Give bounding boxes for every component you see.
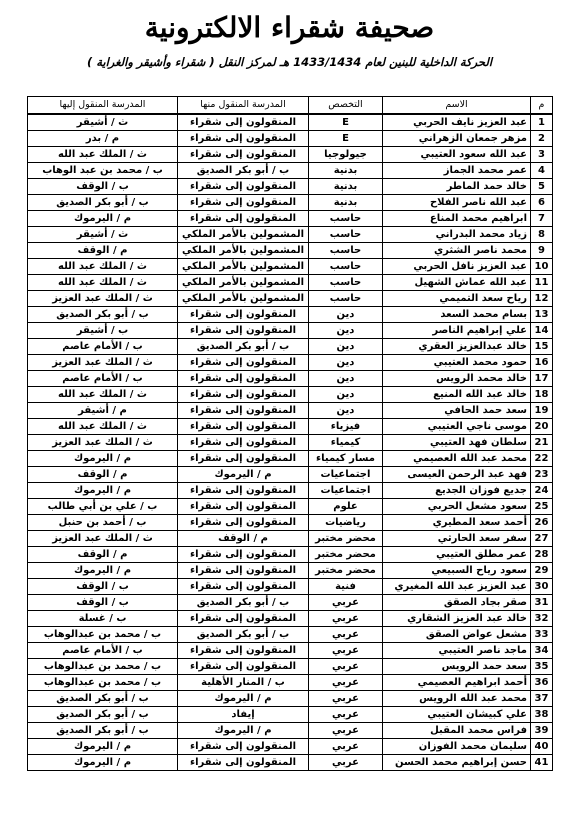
table-row [28,307,553,323]
to-school: ث / أشيقر [28,227,178,243]
from-school: المنقولون إلى شقراء [178,435,309,451]
specialty: بدنية [309,179,383,195]
from-school: المنقولون إلى شقراء [178,114,309,131]
to-school: ب / الأمام عاصم [28,643,178,659]
specialty: محضر مختبر [309,563,383,579]
employee-name: خالد عبد العزيز الشقاري [383,611,531,627]
row-number: 12 [531,291,553,307]
table-row [28,211,553,227]
employee-name: فراس محمد المقبل [383,723,531,739]
employee-name: صقر بجاد الصقق [383,595,531,611]
row-number: 17 [531,371,553,387]
header-name: الاسم [383,97,531,115]
specialty: دين [309,339,383,355]
table-row [28,499,553,515]
to-school: م / الوقف [28,547,178,563]
to-school: ب / محمد بن عبدالوهاب [28,659,178,675]
row-number: 7 [531,211,553,227]
specialty: حاسب [309,291,383,307]
specialty: محضر مختبر [309,531,383,547]
table-row [28,723,553,739]
from-school: م / الوقف [178,531,309,547]
table-row [28,275,553,291]
table-row [28,467,553,483]
table-row [28,675,553,691]
specialty: عربي [309,659,383,675]
from-school: المنقولون إلى شقراء [178,355,309,371]
to-school: ب / محمد بن عبدالوهاب [28,675,178,691]
table-row [28,179,553,195]
row-number: 25 [531,499,553,515]
row-number: 11 [531,275,553,291]
row-number: 32 [531,611,553,627]
row-number: 18 [531,387,553,403]
from-school: ب / المنار الأهلية [178,675,309,691]
employee-name: سفر سعد الحارثي [383,531,531,547]
row-number: 3 [531,147,553,163]
from-school: المنقولون إلى شقراء [178,755,309,771]
from-school: المشمولين بالأمر الملكي [178,227,309,243]
employee-name: سعد حمد الحافي [383,403,531,419]
table-row [28,691,553,707]
employee-name: بسام محمد السعد [383,307,531,323]
employee-name: علي إبراهيم الناصر [383,323,531,339]
specialty: دين [309,323,383,339]
table-row [28,611,553,627]
from-school: المنقولون إلى شقراء [178,323,309,339]
to-school: م / اليرموك [28,211,178,227]
row-number: 36 [531,675,553,691]
employee-name: موسى ناجي العتيبي [383,419,531,435]
to-school: م / اليرموك [28,563,178,579]
table-row [28,515,553,531]
header-to-school: المدرسة المنقول إليها [28,97,178,115]
to-school: م / اليرموك [28,755,178,771]
specialty: عربي [309,707,383,723]
row-number: 28 [531,547,553,563]
table-row [28,659,553,675]
specialty: عربي [309,723,383,739]
specialty: عربي [309,691,383,707]
row-number: 23 [531,467,553,483]
row-number: 16 [531,355,553,371]
to-school: ث / الملك عبد الله [28,259,178,275]
from-school: المشمولين بالأمر الملكي [178,243,309,259]
employee-name: رياح سعد التميمي [383,291,531,307]
to-school: ب / الأمام عاصم [28,339,178,355]
to-school: ب / أبو بكر الصديق [28,307,178,323]
row-number: 15 [531,339,553,355]
from-school: م / اليرموك [178,691,309,707]
specialty: دين [309,403,383,419]
to-school: ب / الوقف [28,179,178,195]
specialty: دين [309,371,383,387]
to-school: ث / الملك عبد العزيز [28,531,178,547]
to-school: ب / الأمام عاصم [28,371,178,387]
row-number: 30 [531,579,553,595]
table-row [28,435,553,451]
employee-name: عمر محمد الجماز [383,163,531,179]
from-school: المنقولون إلى شقراء [178,659,309,675]
employee-name: جديع فوزان الجديع [383,483,531,499]
specialty: E [309,131,383,147]
specialty: بدنية [309,163,383,179]
employee-name: أحمد ابراهيم العصيمي [383,675,531,691]
employee-name: محمد عبد الله العصيمي [383,451,531,467]
to-school: ث / الملك عبد العزيز [28,435,178,451]
employee-name: عبد العزيز عبد الله المغيري [383,579,531,595]
table-row [28,547,553,563]
to-school: ث / الملك عبد الله [28,275,178,291]
table-row [28,243,553,259]
from-school: المنقولون إلى شقراء [178,131,309,147]
row-number: 10 [531,259,553,275]
table-row [28,131,553,147]
row-number: 29 [531,563,553,579]
employee-name: مشعل عواض الصقق [383,627,531,643]
specialty: جيولوجيا [309,147,383,163]
table-row [28,371,553,387]
to-school: ب / الوقف [28,595,178,611]
to-school: ب / أبو بكر الصديق [28,691,178,707]
table-row [28,595,553,611]
specialty: حاسب [309,243,383,259]
specialty: حاسب [309,259,383,275]
specialty: حاسب [309,275,383,291]
row-number: 9 [531,243,553,259]
to-school: ب / أبو بكر الصديق [28,707,178,723]
specialty: عربي [309,643,383,659]
specialty: فنية [309,579,383,595]
row-number: 21 [531,435,553,451]
table-row [28,355,553,371]
row-number: 24 [531,483,553,499]
to-school: ب / أبو بكر الصديق [28,195,178,211]
from-school: ب / أبو بكر الصديق [178,627,309,643]
employee-name: ماجد ناصر العتيبي [383,643,531,659]
specialty: عربي [309,739,383,755]
to-school: ث / الملك عبد العزيز [28,355,178,371]
row-number: 31 [531,595,553,611]
specialty: عربي [309,675,383,691]
specialty: E [309,114,383,131]
specialty: دين [309,307,383,323]
to-school: م / اليرموك [28,483,178,499]
employee-name: زياد محمد البدراني [383,227,531,243]
table-row [28,579,553,595]
employee-name: عبد الله ناصر الفلاح [383,195,531,211]
to-school: ب / الوقف [28,579,178,595]
row-number: 35 [531,659,553,675]
table-row [28,643,553,659]
row-number: 19 [531,403,553,419]
to-school: ث / الملك عبد الله [28,419,178,435]
table-row [28,195,553,211]
row-number: 37 [531,691,553,707]
to-school: ب / أشيقر [28,323,178,339]
from-school: المنقولون إلى شقراء [178,515,309,531]
row-number: 2 [531,131,553,147]
from-school: إيفاد [178,707,309,723]
from-school: المنقولون إلى شقراء [178,643,309,659]
from-school: المنقولون إلى شقراء [178,451,309,467]
employee-name: خالد عبد الله المنيع [383,387,531,403]
table-row [28,451,553,467]
employee-name: عبد العزيز نافل الحربي [383,259,531,275]
transfers-table [27,96,553,771]
from-school: المنقولون إلى شقراء [178,147,309,163]
specialty: رياضيات [309,515,383,531]
employee-name: ابراهيم محمد المناع [383,211,531,227]
table-row [28,707,553,723]
row-number: 13 [531,307,553,323]
to-school: ب / محمد بن عبدالوهاب [28,627,178,643]
from-school: المنقولون إلى شقراء [178,179,309,195]
from-school: المشمولين بالأمر الملكي [178,259,309,275]
header-from-school: المدرسة المنقول منها [178,97,309,115]
employee-name: خالد حمد الماطر [383,179,531,195]
table-row [28,755,553,771]
to-school: م / الوقف [28,467,178,483]
from-school: ب / أبو بكر الصديق [178,163,309,179]
to-school: ب / أحمد بن حنبل [28,515,178,531]
header-number: م [531,97,553,115]
employee-name: سعد حمد الرويس [383,659,531,675]
table-row [28,403,553,419]
employee-name: عبد الله سعود العتيبي [383,147,531,163]
row-number: 33 [531,627,553,643]
to-school: م / اليرموك [28,739,178,755]
row-number: 4 [531,163,553,179]
header-specialty: التخصص [309,97,383,115]
row-number: 38 [531,707,553,723]
employee-name: سليمان محمد الفوزان [383,739,531,755]
employee-name: فهد عبد الرحمن العيسى [383,467,531,483]
specialty: كيمياء [309,435,383,451]
row-number: 6 [531,195,553,211]
employee-name: خالد محمد الرويس [383,371,531,387]
table-body [28,114,553,771]
document-subtitle: الحركة الداخلية للبنين لعام 1433/1434 هـ لمركز النقل ( شقراء وأشيقر والغراية ) [86,55,493,69]
table-row [28,259,553,275]
from-school: المنقولون إلى شقراء [178,211,309,227]
to-school: م / بدر [28,131,178,147]
from-school: م / اليرموك [178,723,309,739]
row-number: 20 [531,419,553,435]
employee-name: علي كبيشان العتيبي [383,707,531,723]
specialty: فيزياء [309,419,383,435]
from-school: المشمولين بالأمر الملكي [178,275,309,291]
specialty: اجتماعيات [309,467,383,483]
from-school: المنقولون إلى شقراء [178,739,309,755]
from-school: المنقولون إلى شقراء [178,307,309,323]
specialty: اجتماعيات [309,483,383,499]
row-number: 39 [531,723,553,739]
row-number: 1 [531,114,553,131]
employee-name: خالد عبدالعزيز العقري [383,339,531,355]
specialty: دين [309,355,383,371]
specialty: حاسب [309,227,383,243]
table-row [28,483,553,499]
from-school: المنقولون إلى شقراء [178,419,309,435]
row-number: 34 [531,643,553,659]
to-school: ث / الملك عبد الله [28,387,178,403]
employee-name: محمد عبد الله الرويس [383,691,531,707]
employee-name: سعود رياح السبيعي [383,563,531,579]
specialty: عربي [309,627,383,643]
table-row [28,227,553,243]
table-row [28,323,553,339]
specialty: دين [309,387,383,403]
specialty: عربي [309,755,383,771]
table-row [28,419,553,435]
row-number: 5 [531,179,553,195]
table-row [28,531,553,547]
specialty: عربي [309,611,383,627]
to-school: م / اليرموك [28,451,178,467]
to-school: ب / غسلة [28,611,178,627]
specialty: علوم [309,499,383,515]
row-number: 40 [531,739,553,755]
table-row [28,563,553,579]
row-number: 8 [531,227,553,243]
employee-name: مزهر جمعان الزهراني [383,131,531,147]
from-school: ب / أبو بكر الصديق [178,339,309,355]
table-row [28,291,553,307]
from-school: المنقولون إلى شقراء [178,547,309,563]
to-school: ث / الملك عبد الله [28,147,178,163]
employee-name: عبد العزيز نايف الحربي [383,114,531,131]
from-school: المنقولون إلى شقراء [178,499,309,515]
from-school: المنقولون إلى شقراء [178,483,309,499]
from-school: المنقولون إلى شقراء [178,195,309,211]
table-row [28,147,553,163]
row-number: 14 [531,323,553,339]
specialty: عربي [309,595,383,611]
table-row [28,387,553,403]
to-school: م / أشيقر [28,403,178,419]
table-row [28,739,553,755]
employee-name: أحمد سعد المطيري [383,515,531,531]
specialty: بدنية [309,195,383,211]
table-row [28,114,553,131]
employee-name: سعود مشعل الحربي [383,499,531,515]
to-school: ب / علي بن أبي طالب [28,499,178,515]
to-school: ب / محمد بن عبد الوهاب [28,163,178,179]
employee-name: سلطان فهد العتيبي [383,435,531,451]
from-school: المشمولين بالأمر الملكي [178,291,309,307]
table-header-row [28,97,553,115]
employee-name: عبد الله عماش الشهيل [383,275,531,291]
from-school: المنقولون إلى شقراء [178,403,309,419]
table-row [28,339,553,355]
employee-name: حسن إبراهيم محمد الحسن [383,755,531,771]
specialty: محضر مختبر [309,547,383,563]
to-school: ث / الملك عبد العزيز [28,291,178,307]
table-row [28,163,553,179]
row-number: 41 [531,755,553,771]
row-number: 27 [531,531,553,547]
row-number: 26 [531,515,553,531]
from-school: المنقولون إلى شقراء [178,387,309,403]
specialty: مسار كيمياء [309,451,383,467]
from-school: المنقولون إلى شقراء [178,371,309,387]
specialty: حاسب [309,211,383,227]
from-school: م / اليرموك [178,467,309,483]
from-school: المنقولون إلى شقراء [178,563,309,579]
employee-name: محمد ناصر الشثري [383,243,531,259]
newspaper-title: صحيفة شقراء الالكترونية [144,11,435,44]
from-school: المنقولون إلى شقراء [178,579,309,595]
to-school: ث / أشيقر [28,114,178,131]
to-school: م / الوقف [28,243,178,259]
from-school: ب / أبو بكر الصديق [178,595,309,611]
to-school: ب / أبو بكر الصديق [28,723,178,739]
employee-name: عمر مطلق العتيبي [383,547,531,563]
row-number: 22 [531,451,553,467]
table-row [28,627,553,643]
from-school: المنقولون إلى شقراء [178,611,309,627]
employee-name: حمود محمد العتيبي [383,355,531,371]
